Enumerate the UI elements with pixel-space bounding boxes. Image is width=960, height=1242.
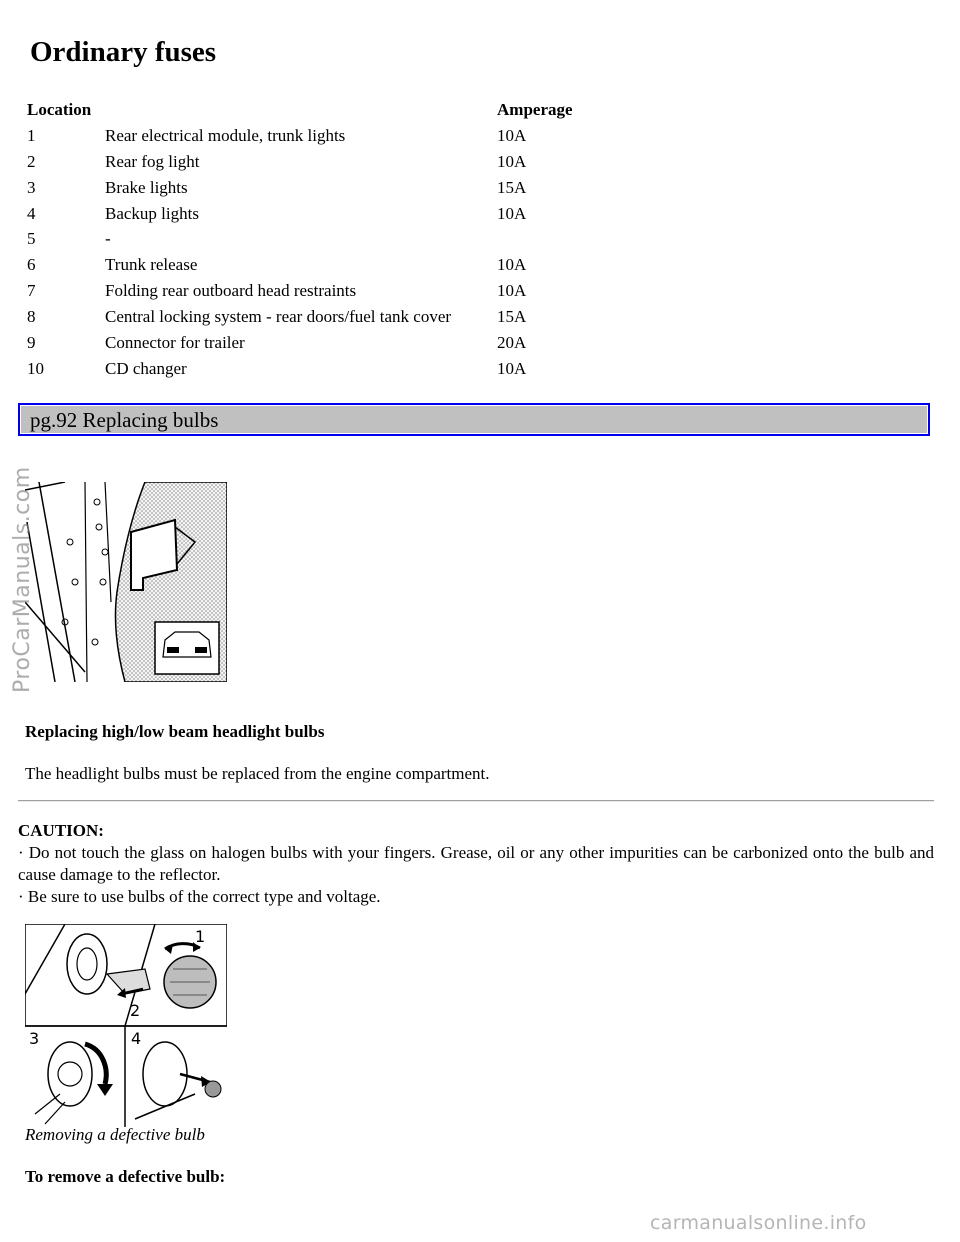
section-banner-text: pg.92 Replacing bulbs — [30, 408, 219, 432]
headlight-heading: Replacing high/low beam headlight bulbs — [25, 722, 325, 741]
table-row — [27, 226, 587, 252]
fuse-description: Brake lights — [105, 177, 188, 197]
bulb-removal-illustration — [25, 924, 227, 1127]
description-header — [105, 97, 497, 123]
headlight-location-illustration — [25, 482, 227, 682]
fuse-location: 10 — [27, 358, 44, 378]
fuse-location: 6 — [27, 255, 36, 275]
fuse-table — [27, 97, 587, 382]
fuse-amperage: 10A — [497, 281, 527, 301]
fuse-amperage — [497, 226, 587, 252]
fuse-description: Trunk release — [105, 255, 198, 275]
fuse-amperage: 20A — [497, 332, 527, 352]
bulb-removal-figure — [25, 924, 227, 1127]
table-row — [27, 330, 587, 356]
fuse-location: 8 — [27, 307, 36, 327]
fuse-amperage: 10A — [497, 151, 527, 171]
amperage-header: Amperage — [497, 99, 573, 119]
table-row — [27, 149, 587, 175]
table-header-row — [27, 97, 587, 123]
footer-watermark: carmanualsonline.info — [650, 1212, 867, 1234]
fuse-amperage: 15A — [497, 177, 527, 197]
fuse-description: Connector for trailer — [105, 332, 245, 352]
table-row — [27, 304, 587, 330]
caution-block — [18, 820, 934, 908]
step-1-label: 1 — [195, 927, 206, 946]
fuse-location: 5 — [27, 229, 36, 249]
fuse-description: Central locking system - rear doors/fuel tank cover — [105, 307, 452, 327]
step-4-label: 4 — [131, 1029, 142, 1048]
fuse-description: Rear fog light — [105, 151, 200, 171]
caution-item: · Do not touch the glass on halogen bulbs with your fingers. Grease, oil or any other impurities can be carbonized onto the bulb and cause damage to the reflector. — [18, 843, 934, 884]
remove-bulb-heading: To remove a defective bulb: — [25, 1167, 226, 1186]
fuse-location: 9 — [27, 332, 36, 352]
headlight-paragraph: The headlight bulbs must be replaced from the engine compartment. — [25, 764, 490, 783]
page-title: Ordinary fuses — [30, 36, 217, 68]
figure-caption: Removing a defective bulb — [25, 1125, 205, 1144]
fuse-amperage: 10A — [497, 125, 527, 145]
fuse-location: 3 — [27, 177, 36, 197]
fuse-amperage: 10A — [497, 358, 527, 378]
divider — [18, 800, 934, 802]
fuse-description: Folding rear outboard head restraints — [105, 281, 357, 301]
side-watermark: ProCarManuals.com — [10, 466, 35, 693]
table-row — [27, 201, 587, 227]
fuse-location: 4 — [27, 203, 36, 223]
fuse-description: - — [105, 229, 111, 249]
headlight-location-figure — [25, 482, 227, 682]
fuse-description: Rear electrical module, trunk lights — [105, 125, 346, 145]
table-row — [27, 175, 587, 201]
fuse-location: 7 — [27, 281, 36, 301]
fuse-description: Backup lights — [105, 203, 199, 223]
fuse-amperage: 15A — [497, 307, 527, 327]
step-3-label: 3 — [29, 1029, 40, 1048]
fuse-location: 2 — [27, 151, 36, 171]
fuse-amperage: 10A — [497, 255, 527, 275]
location-header: Location — [27, 99, 92, 119]
table-row — [27, 252, 587, 278]
caution-label: CAUTION: — [18, 821, 104, 840]
table-row — [27, 356, 587, 382]
fuse-location: 1 — [27, 125, 36, 145]
table-row — [27, 278, 587, 304]
fuse-amperage: 10A — [497, 203, 527, 223]
section-banner — [18, 403, 930, 436]
caution-item: · Be sure to use bulbs of the correct type and voltage. — [18, 887, 381, 906]
fuse-description: CD changer — [105, 358, 187, 378]
table-row — [27, 123, 587, 149]
step-2-label: 2 — [130, 1001, 141, 1020]
